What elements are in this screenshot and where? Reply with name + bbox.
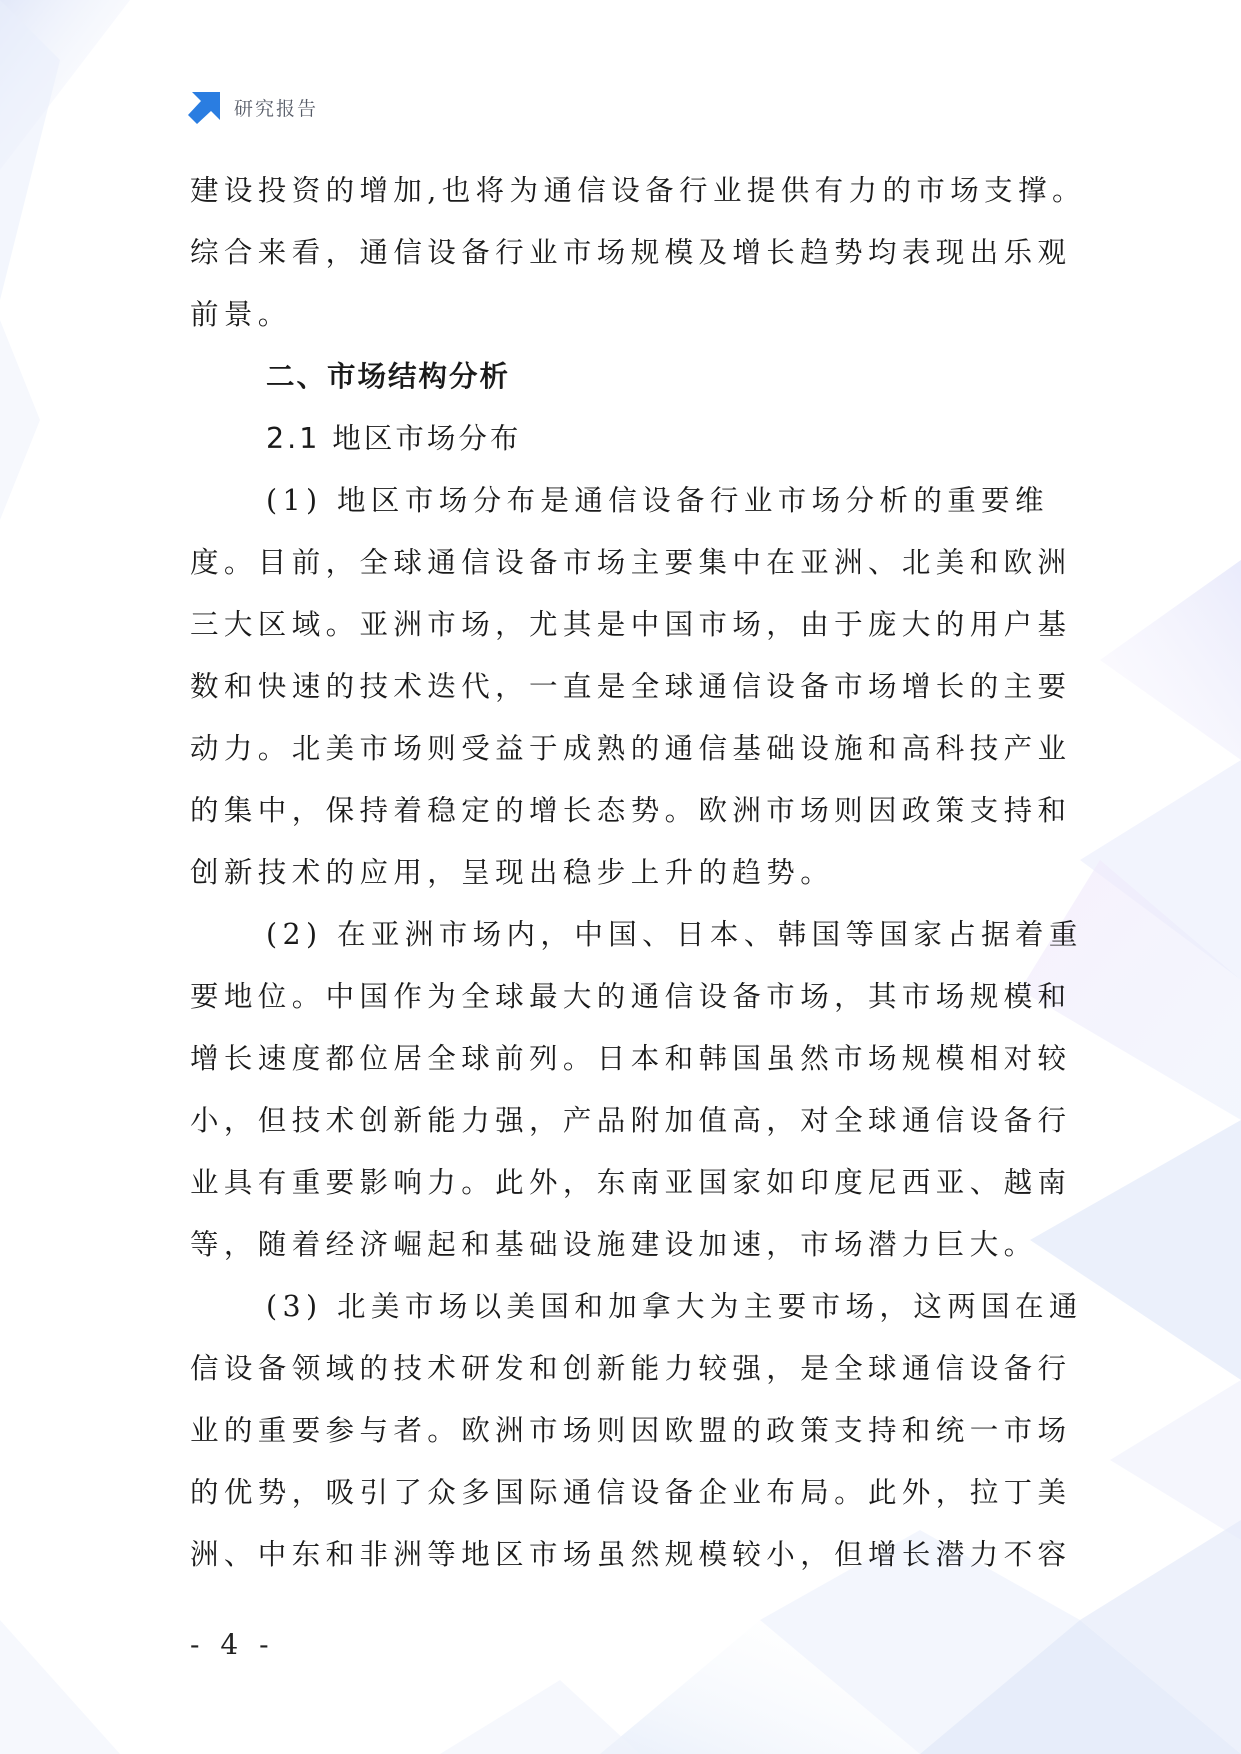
paragraph-line: 度。目前，全球通信设备市场主要集中在亚洲、北美和欧洲 xyxy=(190,546,1072,579)
paragraph-line: 信设备领域的技术研发和创新能力较强，是全球通信设备行 xyxy=(190,1352,1072,1385)
paragraph-line: 要地位。中国作为全球最大的通信设备市场，其市场规模和 xyxy=(190,980,1072,1013)
paragraph-line: 建设投资的增加,也将为通信设备行业提供有力的市场支撑。 xyxy=(190,174,1086,207)
subsection-heading: 2.1 地区市场分布 xyxy=(266,422,522,455)
paragraph-line: (1) 地区市场分布是通信设备行业市场分析的重要维 xyxy=(266,484,1049,517)
arrow-up-right-icon xyxy=(188,90,222,124)
page-number: - 4 - xyxy=(190,1628,275,1661)
paragraph-line: 等，随着经济崛起和基础设施建设加速，市场潜力巨大。 xyxy=(190,1228,1038,1261)
paragraph-line: 动力。北美市场则受益于成熟的通信基础设施和高科技产业 xyxy=(190,732,1072,765)
paragraph-line: 业的重要参与者。欧洲市场则因欧盟的政策支持和统一市场 xyxy=(190,1414,1072,1447)
paragraph-line: 小，但技术创新能力强，产品附加值高，对全球通信设备行 xyxy=(190,1104,1072,1137)
paragraph-line: 创新技术的应用，呈现出稳步上升的趋势。 xyxy=(190,856,835,889)
paragraph-line: 增长速度都位居全球前列。日本和韩国虽然市场规模相对较 xyxy=(190,1042,1072,1075)
paragraph-line: (3) 北美市场以美国和加拿大为主要市场，这两国在通 xyxy=(266,1290,1083,1323)
paragraph-line: 的集中，保持着稳定的增长态势。欧洲市场则因政策支持和 xyxy=(190,794,1072,827)
document-body xyxy=(190,160,1090,1586)
report-header xyxy=(188,90,318,124)
header-title: 研究报告 xyxy=(234,97,319,120)
section-heading: 二、市场结构分析 xyxy=(266,360,511,393)
paragraph-line: 前景。 xyxy=(190,298,292,331)
paragraph-line: 业具有重要影响力。此外，东南亚国家如印度尼西亚、越南 xyxy=(190,1166,1072,1199)
paragraph-line: 数和快速的技术迭代，一直是全球通信设备市场增长的主要 xyxy=(190,670,1072,703)
paragraph-line: 三大区域。亚洲市场，尤其是中国市场，由于庞大的用户基 xyxy=(190,608,1072,641)
paragraph-line: 综合来看，通信设备行业市场规模及增长趋势均表现出乐观 xyxy=(190,236,1072,269)
paragraph-line: (2) 在亚洲市场内，中国、日本、韩国等国家占据着重 xyxy=(266,918,1083,951)
paragraph-line: 的优势，吸引了众多国际通信设备企业布局。此外，拉丁美 xyxy=(190,1476,1072,1509)
paragraph-line: 洲、中东和非洲等地区市场虽然规模较小，但增长潜力不容 xyxy=(190,1538,1072,1571)
